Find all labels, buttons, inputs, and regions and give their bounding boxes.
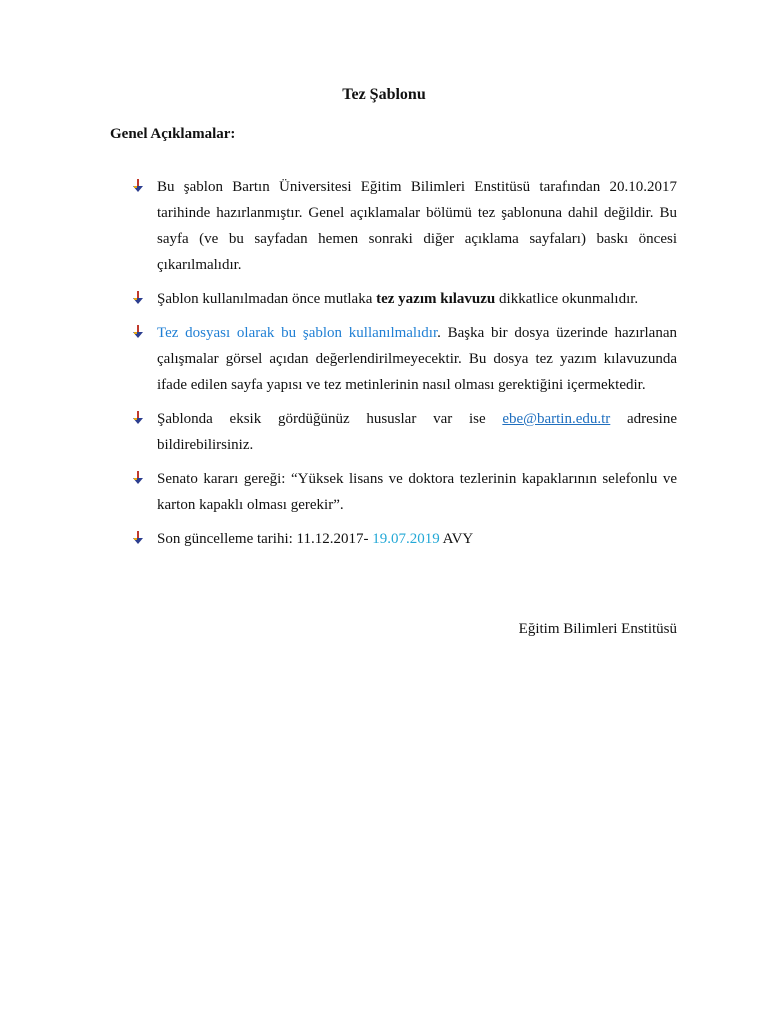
institute-signature: Eğitim Bilimleri Enstitüsü <box>518 621 677 637</box>
section-heading: Genel Açıklamalar: <box>110 126 236 142</box>
item-text: Şablonda eksik gördüğünüz hususlar var ise <box>157 411 503 427</box>
guide-emphasis: tez yazım kılavuzu <box>376 291 496 307</box>
highlighted-text: Tez dosyası olarak bu şablon kullanılmalıdır <box>157 325 438 341</box>
email-link[interactable]: ebe@bartin.edu.tr <box>502 411 611 427</box>
arrow-down-bullet-icon <box>131 291 145 305</box>
list-item <box>131 406 677 458</box>
arrow-down-bullet-icon <box>131 179 145 193</box>
arrow-down-bullet-icon <box>131 411 145 425</box>
item-text: dikkatlice okunmalıdır. <box>495 291 639 307</box>
arrow-down-bullet-icon <box>131 531 145 545</box>
item-text: . Başka bir dosya üzerinde hazırlanan çalışmalar görsel açıdan değerlendirilmeyecektir. Bu dosya tez yazım kılavuzunda ifade edilen sayfa yapısı ve tez metinlerinin nasıl olması gerektiğini içermektedir. <box>157 325 677 393</box>
arrow-down-bullet-icon <box>131 471 145 485</box>
item-text: AVY <box>439 531 474 547</box>
item-text: adresine bildirebilirsiniz. <box>157 411 678 453</box>
item-text: Senato kararı gereği: “Yüksek lisans ve doktora tezlerinin kapaklarının selefonlu ve karton kapaklı olması gerekir”. <box>157 471 677 513</box>
item-text: Son güncelleme tarihi: 11.12.2017- <box>157 531 373 547</box>
arrow-down-bullet-icon <box>131 325 145 339</box>
list-item <box>131 526 677 552</box>
list-item <box>131 174 677 278</box>
bullet-list <box>131 174 677 560</box>
list-item <box>131 320 677 398</box>
page-title: Tez Şablonu <box>342 86 426 103</box>
list-item <box>131 286 677 312</box>
item-text: Bu şablon Bartın Üniversitesi Eğitim Bilimleri Enstitüsü tarafından 20.10.2017 tarihinde hazırlanmıştır. Genel açıklamalar bölümü tez şablonuna dahil değildir. Bu sayfa (ve bu sayfadan hemen sonraki diğer açıklama sayfaları) baskı öncesi çıkarılmalıdır. <box>157 179 677 273</box>
update-date: 19.07.2019 <box>372 531 440 547</box>
item-text: Şablon kullanılmadan önce mutlaka <box>157 291 377 307</box>
list-item <box>131 466 677 518</box>
